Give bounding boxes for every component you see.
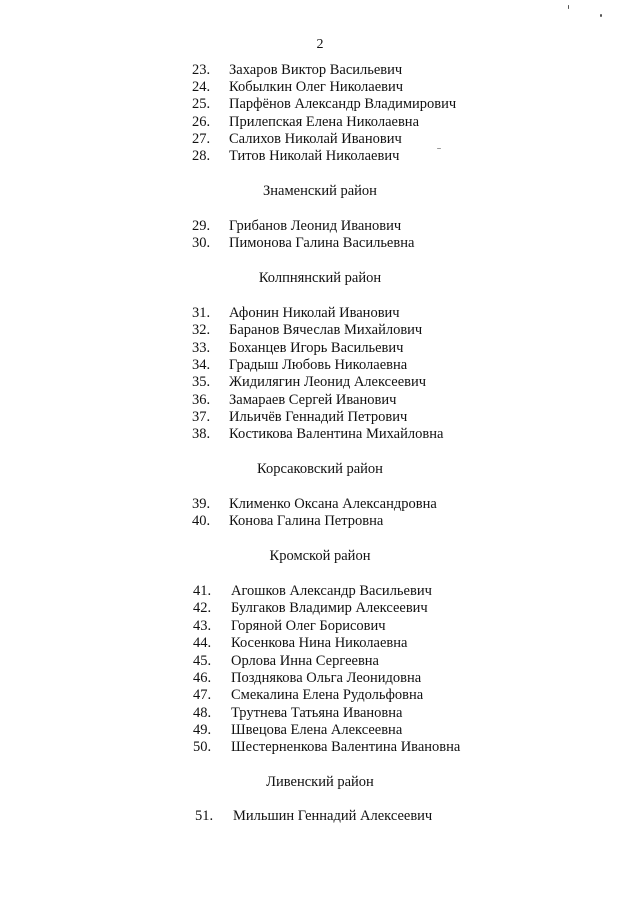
person-name: Булгаков Владимир Алексеевич xyxy=(231,600,428,616)
person-name: Захаров Виктор Васильевич xyxy=(229,62,403,78)
person-name: Грибанов Леонид Иванович xyxy=(229,218,402,234)
person-name: Кобылкин Олег Николаевич xyxy=(229,79,404,95)
list-item xyxy=(0,148,640,165)
person-name: Салихов Николай Иванович xyxy=(229,131,402,147)
item-number: 28. xyxy=(192,148,211,164)
list-item xyxy=(0,374,640,391)
list-item xyxy=(0,687,640,704)
list-item xyxy=(0,618,640,635)
person-name: Позднякова Ольга Леонидовна xyxy=(231,670,422,686)
item-number: 32. xyxy=(192,322,211,338)
person-name: Пимонова Галина Васильевна xyxy=(229,235,415,251)
scan-speck xyxy=(568,5,569,9)
person-name: Парфёнов Александр Владимирович xyxy=(229,96,457,112)
person-name: Боханцев Игорь Васильевич xyxy=(229,340,404,356)
list-item xyxy=(0,600,640,617)
item-number: 34. xyxy=(192,357,211,373)
item-number: 41. xyxy=(193,583,212,599)
list-item xyxy=(0,808,640,825)
person-name: Замараев Сергей Иванович xyxy=(229,392,397,408)
person-name: Косенкова Нина Николаевна xyxy=(231,635,408,651)
item-number: 40. xyxy=(192,513,211,529)
item-number: 33. xyxy=(192,340,211,356)
person-name: Баранов Вячеслав Михайлович xyxy=(229,322,423,338)
item-number: 26. xyxy=(192,114,211,130)
person-name: Ильичёв Геннадий Петрович xyxy=(229,409,408,425)
list-item xyxy=(0,496,640,513)
item-number: 30. xyxy=(192,235,211,251)
list-item xyxy=(0,583,640,600)
item-number: 35. xyxy=(192,374,211,390)
district-heading: Колпнянский район xyxy=(258,270,382,286)
list-item xyxy=(0,96,640,113)
person-name: Титов Николай Николаевич xyxy=(229,148,400,164)
item-number: 51. xyxy=(195,808,214,824)
person-name: Мильшин Геннадий Алексеевич xyxy=(233,808,433,824)
list-item xyxy=(0,392,640,409)
item-number: 46. xyxy=(193,670,212,686)
list-item xyxy=(0,218,640,235)
list-item xyxy=(0,653,640,670)
item-number: 25. xyxy=(192,96,211,112)
list-item xyxy=(0,670,640,687)
person-name: Трутнева Татьяна Ивановна xyxy=(231,705,403,721)
item-number: 42. xyxy=(193,600,212,616)
person-name: Конова Галина Петровна xyxy=(229,513,384,529)
item-number: 43. xyxy=(193,618,212,634)
list-item xyxy=(0,705,640,722)
item-number: 50. xyxy=(193,739,212,755)
item-number: 31. xyxy=(192,305,211,321)
district-heading: Кромской район xyxy=(269,548,371,564)
item-number: 48. xyxy=(193,705,212,721)
person-name: Орлова Инна Сергеевна xyxy=(231,653,379,669)
person-name: Шестерненкова Валентина Ивановна xyxy=(231,739,461,755)
item-number: 23. xyxy=(192,62,211,78)
item-number: 24. xyxy=(192,79,211,95)
list-item xyxy=(0,235,640,252)
person-name: Прилепская Елена Николаевна xyxy=(229,114,420,130)
list-item xyxy=(0,357,640,374)
item-number: 45. xyxy=(193,653,212,669)
list-item xyxy=(0,79,640,96)
person-name: Швецова Елена Алексеевна xyxy=(231,722,403,738)
list-item xyxy=(0,635,640,652)
list-item xyxy=(0,305,640,322)
list-item xyxy=(0,114,640,131)
list-item xyxy=(0,513,640,530)
list-item xyxy=(0,409,640,426)
list-item xyxy=(0,322,640,339)
person-name: Жидилягин Леонид Алексеевич xyxy=(229,374,427,390)
page-number: 2 xyxy=(316,37,324,52)
item-number: 47. xyxy=(193,687,212,703)
item-number: 37. xyxy=(192,409,211,425)
person-name: Градыш Любовь Николаевна xyxy=(229,357,408,373)
list-item xyxy=(0,340,640,357)
person-name: Афонин Николай Иванович xyxy=(229,305,400,321)
item-number: 44. xyxy=(193,635,212,651)
list-item xyxy=(0,739,640,756)
item-number: 49. xyxy=(193,722,212,738)
district-heading: Знаменский район xyxy=(263,183,377,199)
scan-speck xyxy=(600,14,602,17)
person-name: Агошков Александр Васильевич xyxy=(231,583,432,599)
item-number: 39. xyxy=(192,496,211,512)
item-number: 29. xyxy=(192,218,211,234)
list-item xyxy=(0,722,640,739)
person-name: Костикова Валентина Михайловна xyxy=(229,426,444,442)
list-item xyxy=(0,426,640,443)
district-heading: Ливенский район xyxy=(266,774,374,790)
item-number: 36. xyxy=(192,392,211,408)
item-number: 38. xyxy=(192,426,211,442)
list-item xyxy=(0,62,640,79)
person-name: Клименко Оксана Александровна xyxy=(229,496,437,512)
list-item xyxy=(0,131,640,148)
person-name: Горяной Олег Борисович xyxy=(231,618,386,634)
item-number: 27. xyxy=(192,131,211,147)
person-name: Смекалина Елена Рудольфовна xyxy=(231,687,424,703)
district-heading: Корсаковский район xyxy=(257,461,383,477)
